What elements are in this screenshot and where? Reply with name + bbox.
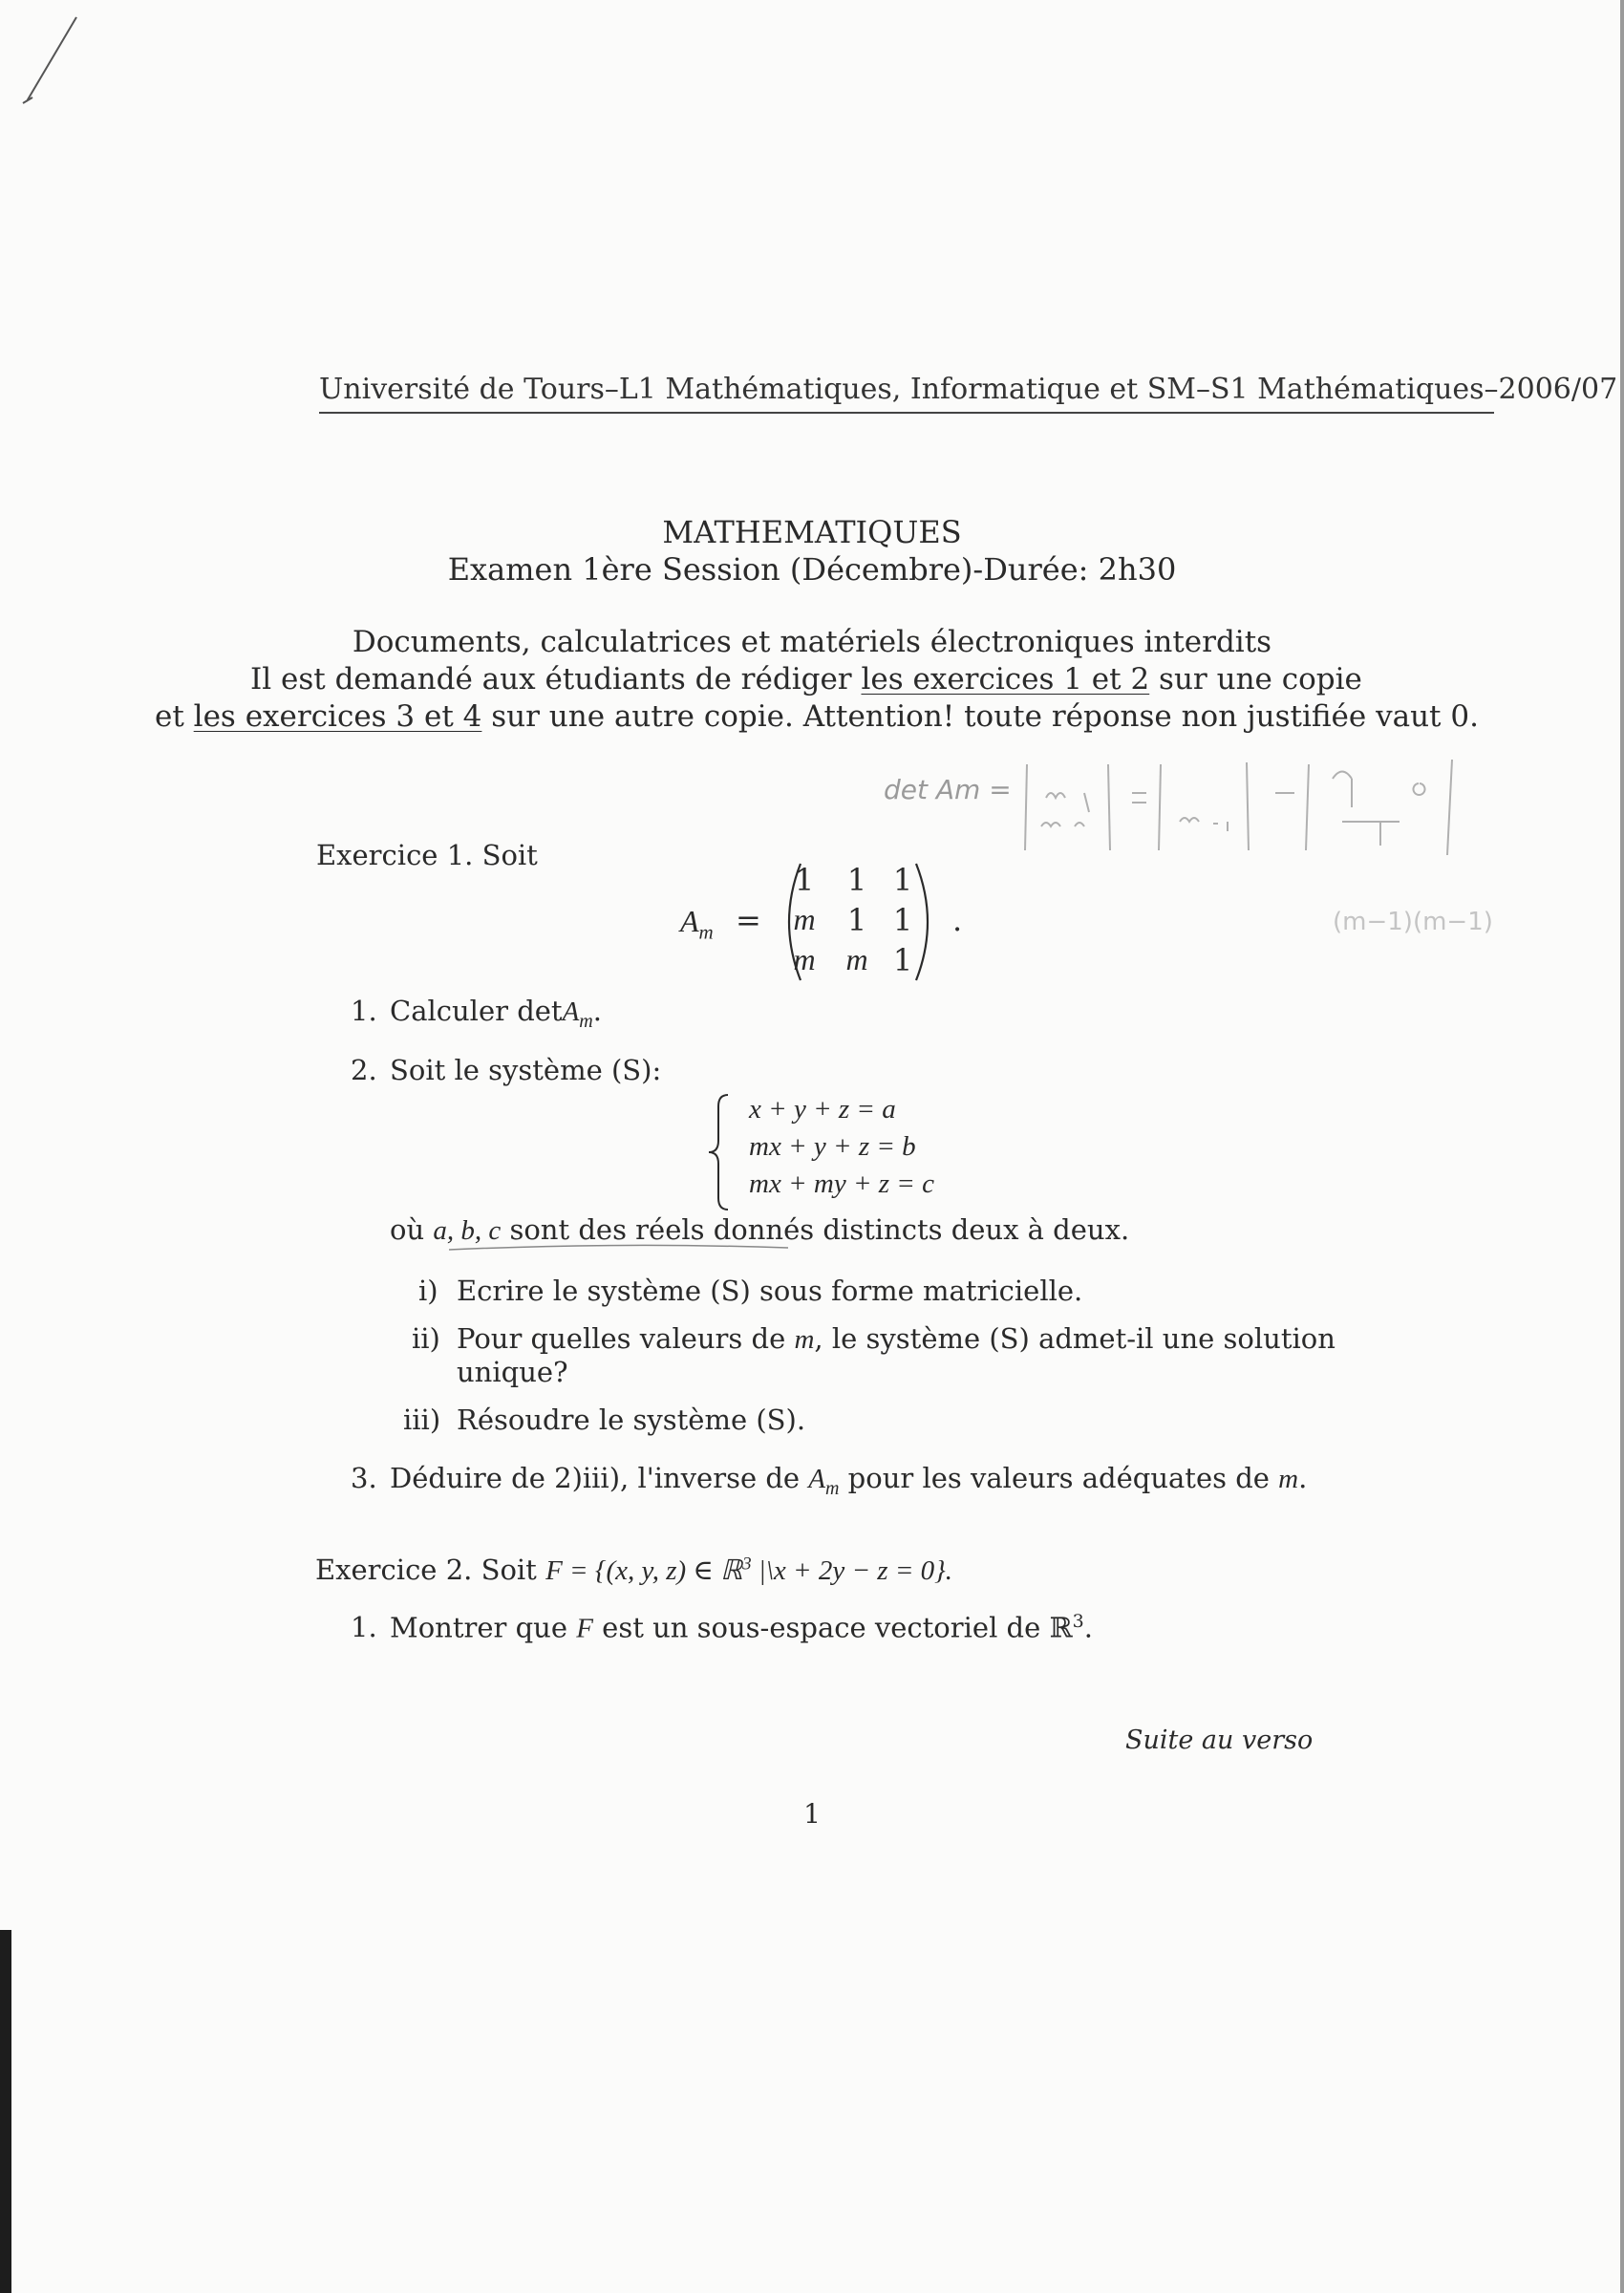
ex2-q1-superscript: 3 xyxy=(1072,1611,1084,1632)
ex1-where-start: où xyxy=(390,1213,434,1246)
instructions-line3-underlined: les exercices 3 et 4 xyxy=(193,699,482,734)
ex1-where-math: a, b, c xyxy=(433,1215,502,1246)
matrix-cell: 1 xyxy=(892,862,913,898)
instructions-line3-end: sur une autre copie. Attention! toute réponse non justifiée vaut 0. xyxy=(481,699,1479,734)
matrix-cell: m xyxy=(793,942,816,976)
exercise1-title: Exercice 1. xyxy=(316,839,474,871)
university-header: Université de Tours–L1 Mathématiques, Informatique et SM–S1 Mathématiques–2006/07 xyxy=(319,373,1618,406)
exercise2-intro-superscript: 3 xyxy=(742,1554,752,1575)
matrix-period: . xyxy=(952,902,963,938)
exercise1-intro: Soit xyxy=(481,839,538,871)
matrix-cell: m xyxy=(793,902,816,936)
ex2-q1-end: . xyxy=(1083,1611,1093,1644)
matrix-equals: = xyxy=(736,902,761,938)
handwritten-det-scribbles xyxy=(1017,755,1466,860)
ex1-q1-subscript: m xyxy=(579,1010,593,1032)
system-equation-2: mx + y + z = b xyxy=(749,1131,916,1162)
pencil-underline xyxy=(449,1238,793,1257)
system-S xyxy=(705,1091,1011,1213)
matrix-cell: 1 xyxy=(846,902,867,938)
exam-title: MATHEMATIQUES xyxy=(662,514,962,550)
ex1-q1-text xyxy=(390,995,602,1033)
instructions-line2 xyxy=(250,662,1362,696)
ex1-where-end: sont des réels donnés distincts deux à deux. xyxy=(501,1213,1130,1246)
ex1-q2-number: 2. xyxy=(351,1054,377,1086)
ex2-q1-number: 1. xyxy=(351,1611,377,1643)
ex2-q1-start: Montrer que xyxy=(390,1611,577,1644)
matrix-Am xyxy=(680,860,1024,984)
instructions-line3 xyxy=(155,699,1479,734)
matrix-cell: 1 xyxy=(892,942,913,978)
ex1-q3-math2: m xyxy=(1278,1464,1299,1494)
exercise1-heading xyxy=(316,839,538,871)
ex2-q1-math: F xyxy=(576,1613,593,1644)
ex1-sub-i-text: Ecrire le système (S) sous forme matricielle. xyxy=(457,1275,1083,1307)
ex2-q1-text xyxy=(390,1611,1093,1645)
system-equation-1: x + y + z = a xyxy=(749,1094,896,1125)
ex1-q3-end: . xyxy=(1298,1462,1308,1494)
ex1-sub-ii-start: Pour quelles valeurs de xyxy=(457,1322,795,1355)
ex1-q1-label: Calculer det xyxy=(390,995,563,1027)
matrix-cell: 1 xyxy=(794,862,815,898)
header-rule xyxy=(319,412,1494,414)
exercise2-intro-start: Soit xyxy=(481,1554,546,1586)
ex1-q3-start: Déduire de 2)iii), l'inverse de xyxy=(390,1462,809,1494)
instructions-line2-start: Il est demandé aux étudiants de rédiger xyxy=(250,662,862,696)
exercise2-heading xyxy=(315,1554,952,1587)
continued-on-back: Suite au verso xyxy=(1125,1725,1314,1755)
instructions-line3-start: et xyxy=(155,699,194,734)
scan-edge-left xyxy=(0,1930,11,2293)
instructions-line2-underlined: les exercices 1 et 2 xyxy=(861,662,1150,696)
ex1-q3-mid: pour les valeurs adéquates de xyxy=(839,1462,1279,1494)
scan-edge-right xyxy=(1620,0,1624,2293)
matrix-lhs xyxy=(680,904,714,944)
exercise2-title: Exercice 2. xyxy=(315,1554,473,1586)
ex1-sub-iii-text: Résoudre le système (S). xyxy=(457,1404,806,1436)
instructions-line2-end: sur une copie xyxy=(1149,662,1362,696)
ex1-q3-subscript: m xyxy=(825,1477,840,1499)
ex1-sub-ii-number: ii) xyxy=(412,1322,440,1355)
ex1-sub-i-number: i) xyxy=(418,1275,438,1307)
exercise2-intro-math: F = {(x, y, z) ∈ ℝ xyxy=(545,1555,743,1586)
system-equation-3: mx + my + z = c xyxy=(749,1168,934,1199)
matrix-cell: 1 xyxy=(892,902,913,938)
pen-stroke-mark xyxy=(10,10,86,105)
ex2-q1-mid: est un sous-espace vectoriel de ℝ xyxy=(592,1611,1073,1644)
matrix-lhs-subscript: m xyxy=(698,920,714,944)
ex1-sub-ii-math: m xyxy=(794,1324,815,1355)
handwritten-det-label: det Am = xyxy=(884,774,1012,805)
ex1-q3-text xyxy=(390,1462,1307,1500)
exercise2-intro-end: |\x + 2y − z = 0}. xyxy=(751,1555,952,1586)
ex1-q1-number: 1. xyxy=(351,995,377,1027)
ex1-q2-text: Soit le système (S): xyxy=(390,1054,662,1086)
ex1-sub-ii-line2: unique? xyxy=(457,1356,568,1388)
ex1-sub-ii-text xyxy=(457,1322,1336,1356)
ex1-q1-math: A xyxy=(562,996,580,1027)
instructions-line1: Documents, calculatrices et matériels électroniques interdits xyxy=(352,625,1272,659)
handwritten-note-factor: (m−1)(m−1) xyxy=(1333,908,1493,936)
ex1-sub-iii-number: iii) xyxy=(403,1404,441,1436)
ex1-q3-math: A xyxy=(808,1464,825,1494)
matrix-cell: m xyxy=(845,942,868,976)
ex1-sub-ii-end: , le système (S) admet-il une solution xyxy=(814,1322,1336,1355)
ex1-q3-number: 3. xyxy=(351,1462,377,1494)
page-number: 1 xyxy=(803,1798,821,1830)
matrix-cell: 1 xyxy=(846,862,867,898)
exam-session: Examen 1ère Session (Décembre)-Durée: 2h30 xyxy=(447,551,1177,588)
system-brace xyxy=(705,1091,734,1213)
ex1-q1-end: . xyxy=(592,995,602,1027)
matrix-lhs-symbol: A xyxy=(680,904,699,938)
